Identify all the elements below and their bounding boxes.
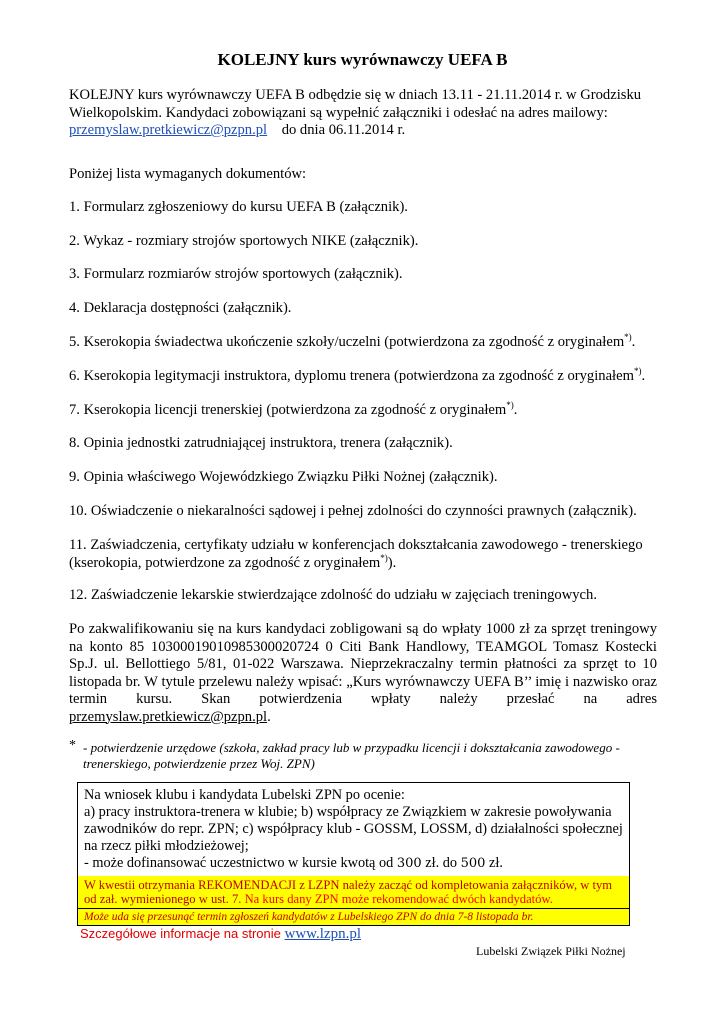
list-item-text: 7. Kserokopia licencji trenerskiej (potwierdzona za zgodność z oryginałem <box>69 402 507 418</box>
list-item: 11. Zaświadczenia, certyfikaty udziału w konferencjach dokształcania zawodowego - trenerskiego (kserokopia, potwierdzone za zgodność z oryginałem*)). <box>69 537 643 571</box>
list-item: 1. Formularz zgłoszeniowy do kursu UEFA B (załącznik). <box>69 199 408 215</box>
list-item: 4. Deklaracja dostępności (załącznik). <box>69 300 292 316</box>
list-item: 9. Opinia właściwego Wojewódzkiego Związku Piłki Nożnej (załącznik). <box>69 469 498 485</box>
footnote-mark: *) <box>633 366 642 377</box>
box-line-1: Na wniosek klubu i kandydata Lubelski ZPN po ocenie: <box>84 787 405 803</box>
list-item-text: 11. Zaświadczenia, certyfikaty udziału w konferencjach dokształcania zawodowego - trenerskiego (kserokopia, potwierdzone za zgodność z oryginałem <box>69 537 643 571</box>
list-item-text: 6. Kserokopia legitymacji instruktora, dyplomu trenera (potwierdzona za zgodność z oryginałem <box>69 368 634 384</box>
list-item: 6. Kserokopia legitymacji instruktora, dyplomu trenera (potwierdzona za zgodność z oryginałem*). <box>69 366 646 384</box>
page-title: KOLEJNY kurs wyrównawczy UEFA B <box>217 50 508 69</box>
box-line-3-mid: zł. do <box>421 855 461 871</box>
recommendation-text <box>84 787 624 872</box>
details-line <box>80 926 361 943</box>
amount-from: 300 <box>396 856 422 871</box>
list-item: 5. Kserokopia świadectwa ukończenie szkoły/uczelni (potwierdzona za zgodność z oryginałem*). <box>69 332 636 350</box>
recommendation-note <box>84 878 624 906</box>
footnote-mark: *) <box>380 552 388 563</box>
recommendation-note-red: Na kurs dany ZPN może rekomendować dwóch kandydatów. <box>244 892 553 906</box>
details-url-link[interactable]: www.lzpn.pl <box>284 926 362 942</box>
intro-email-link[interactable]: przemyslaw.pretkiewicz@pzpn.pl <box>69 122 268 138</box>
list-item: 7. Kserokopia licencji trenerskiej (potwierdzona za zgodność z oryginałem*). <box>69 400 518 418</box>
intro-paragraph <box>69 87 659 140</box>
list-item: 8. Opinia jednostki zatrudniającej instruktora, trenera (załącznik). <box>69 435 453 451</box>
footnote-mark: *) <box>624 332 632 343</box>
list-item: 3. Formularz rozmiarów strojów sportowych (załącznik). <box>69 266 403 282</box>
footnote-star: * <box>69 738 76 753</box>
intro-text: KOLEJNY kurs wyrównawczy UEFA B odbędzie się w dniach 13.11 - 21.11.2014 r. w Grodzisku Wielkopolskim. Kandydaci zobowiązani są wypełnić załączniki i odesłać na adres mailowy: <box>69 87 642 121</box>
box-line-3-pre: - może dofinansować uczestnictwo w kursie kwotą od <box>84 855 397 871</box>
highlight-divider <box>78 908 629 909</box>
list-heading: Poniżej lista wymaganych dokumentów: <box>69 166 307 182</box>
payment-paragraph: Po zakwalifikowaniu się na kurs kandydaci zobligowani są do wpłaty 1000 zł za sprzęt treningowy na konto 85 10300019010985300020724 0 Citi Bank Handlowy, TEAMGOL Tomasz Kostecki Sp.J. ul. Bellottiego 5/81, 01-022 Warszawa. Nieprzekraczalny termin płatności za sprzęt to 10 listopada br. W tytule przelewu należy wpisać: „Kurs wyrównawczy UEFA B’’ imię i nazwisko oraz termin kursu. Skan potwierdzenia wpłaty należy przesłać na adres przemyslaw.pretkiewicz@pzpn.pl. <box>69 621 657 725</box>
recommendation-box <box>77 782 630 926</box>
intro-deadline: do dnia 06.11.2014 r. <box>281 122 406 138</box>
list-item: 2. Wykaz - rozmiary strojów sportowych NIKE (załącznik). <box>69 233 419 249</box>
payment-text: Po zakwalifikowaniu się na kurs kandydaci zobligowani są do wpłaty 1000 zł za sprzęt treningowy na konto 85 10300019010985300020724 0 Citi Bank Handlowy, TEAMGOL Tomasz Kostecki Sp.J. ul. Bellottiego 5/81, 01-022 Warszawa. Nieprzekraczalny termin płatności za sprzęt to 10 listopada br. W tytule przelewu należy wpisać: „Kurs wyrównawczy UEFA B’’ imię i nazwisko oraz termin kursu. Skan potwierdzenia wpłaty należy przesłać na adres <box>69 621 657 707</box>
box-line-2: a) pracy instruktora-trenera w klubie; b) współpracy ze Związkiem w zakresie powoływania zawodników do repr. ZPN; c) współpracy klub - GOSSM, LOSSM, d) działalności społecznej na rzecz piłki młodzieżowej; <box>84 804 623 854</box>
box-line-3-post: zł. <box>485 855 503 871</box>
deadline-note: Może uda się przesunąć termin zgłoszeń kandydatów z Lubelskiego ZPN do dnia 7-8 listopada br. <box>84 911 534 923</box>
list-item-text: 5. Kserokopia świadectwa ukończenie szkoły/uczelni (potwierdzona za zgodność z oryginałem <box>69 334 625 350</box>
footnote-mark: *) <box>506 400 514 411</box>
recommendation-note-text: W kwestii otrzymania REKOMENDACJI z LZPN należy zacząć od kompletowania załączników, w tym od zał. wymienionego w ust. 7. <box>84 878 613 906</box>
details-text: Szczegółowe informacje na stronie <box>80 926 281 941</box>
highlight-section <box>78 876 629 925</box>
amount-to: 500 <box>460 856 486 871</box>
list-item: 12. Zaświadczenie lekarskie stwierdzające zdolność do udziału w zajęciach treningowych. <box>69 587 597 603</box>
signature: Lubelski Związek Piłki Nożnej <box>476 944 626 958</box>
payment-email[interactable]: przemyslaw.pretkiewicz@pzpn.pl <box>69 708 268 725</box>
list-item: 10. Oświadczenie o niekaralności sądowej i pełnej zdolności do czynności prawnych (załącznik). <box>69 503 637 519</box>
footnote-text: - potwierdzenie urzędowe (szkoła, zakład pracy lub w przypadku licencji i dokształcania zawodowego - trenerskiego, potwierdzenie przez Woj. ZPN) <box>83 740 620 771</box>
box-line-3 <box>84 855 624 872</box>
